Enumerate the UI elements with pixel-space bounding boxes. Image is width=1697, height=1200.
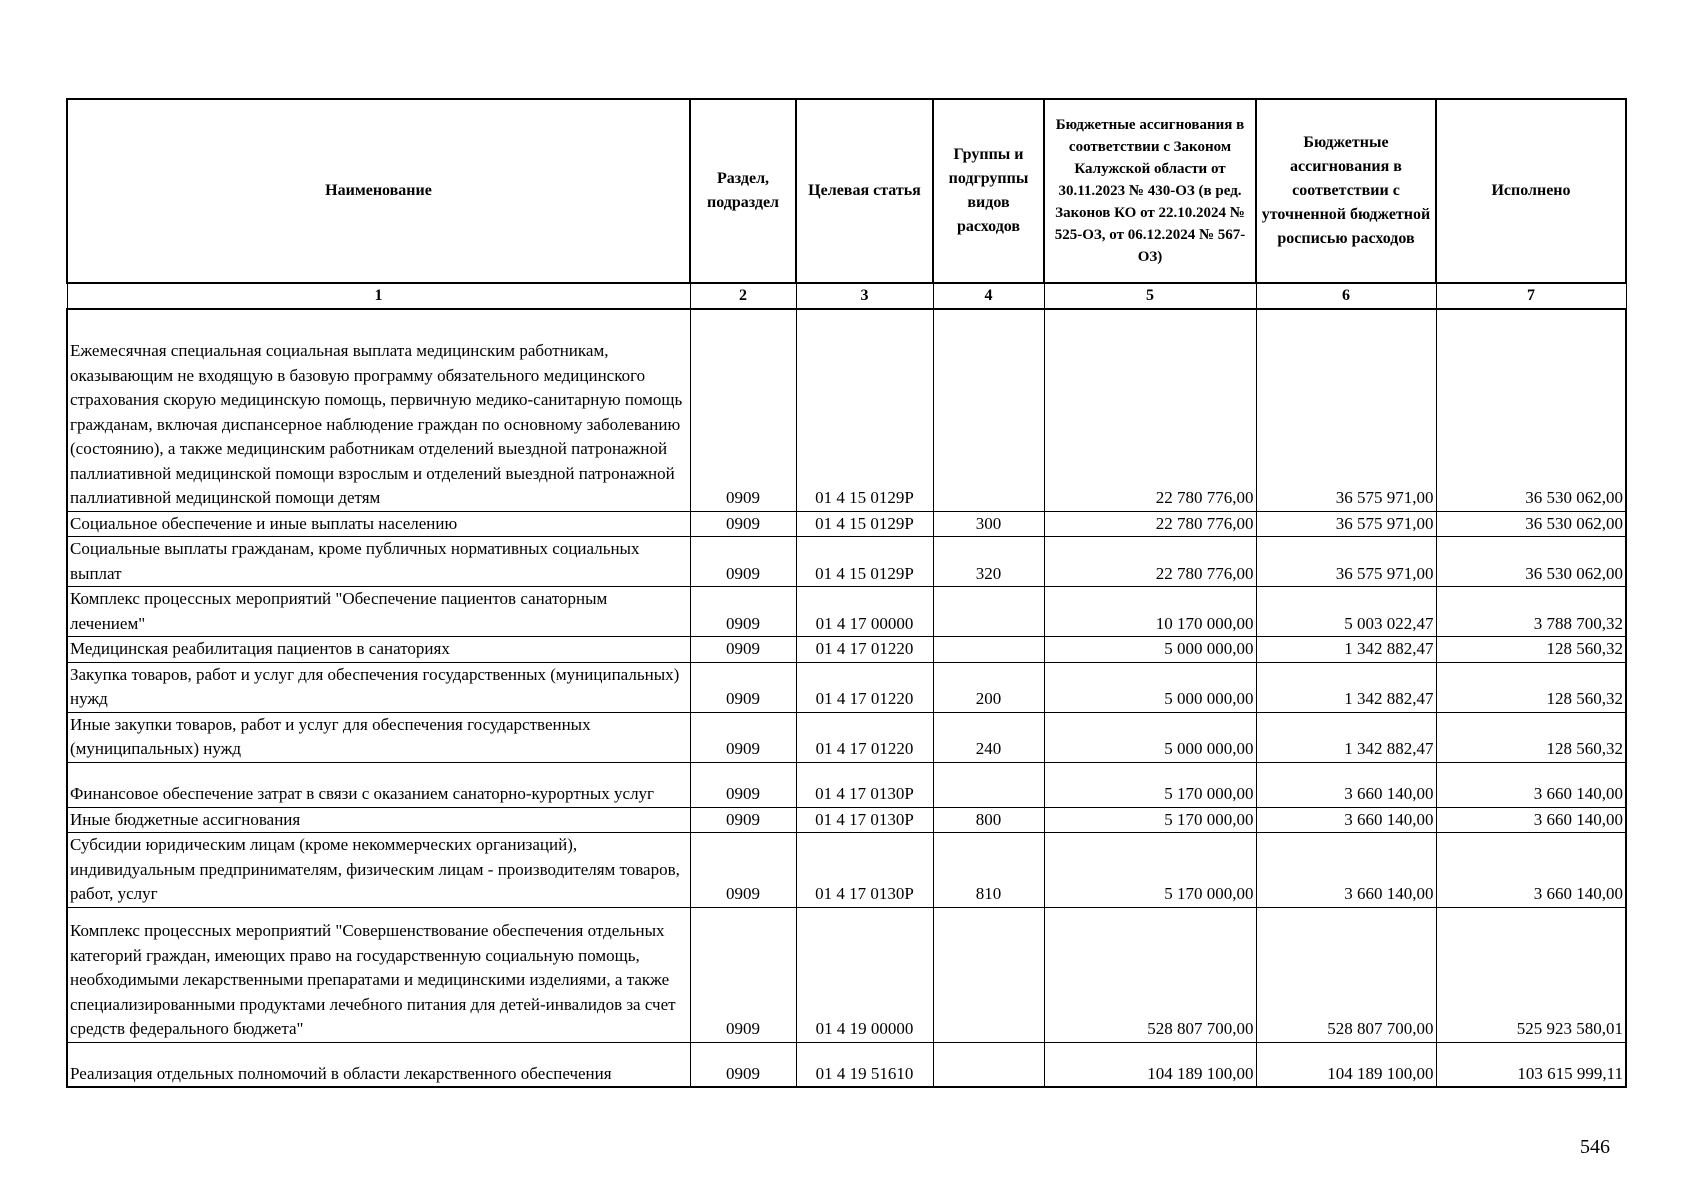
row-article: 01 4 15 0129Р [796, 511, 933, 537]
table-row [67, 511, 1626, 537]
row-article: 01 4 17 0130Р [796, 807, 933, 833]
table-row [67, 587, 1626, 637]
table-row [67, 833, 1626, 908]
row-article: 01 4 19 51610 [796, 1042, 933, 1087]
table-row [67, 662, 1626, 712]
row-group: 800 [933, 807, 1044, 833]
row-budget-refined: 36 575 971,00 [1256, 537, 1436, 587]
row-name: Комплекс процессных мероприятий "Совершенствование обеспечения отдельных категорий граждан, имеющих право на государственную социальную помощь, необходимыми лекарственными препаратами и медицинскими изделиями, а также специализированными продуктами лечебного питания для детей-инвалидов за счет средств федерального бюджета" [67, 907, 690, 1042]
row-section: 0909 [690, 712, 796, 762]
row-budget-law: 104 189 100,00 [1044, 1042, 1256, 1087]
table-row [67, 712, 1626, 762]
column-number: 1 [67, 283, 690, 309]
row-budget-refined: 5 003 022,47 [1256, 587, 1436, 637]
row-section: 0909 [690, 662, 796, 712]
table-row [67, 1042, 1626, 1087]
row-budget-refined: 1 342 882,47 [1256, 637, 1436, 663]
row-article: 01 4 15 0129Р [796, 537, 933, 587]
row-name: Ежемесячная специальная социальная выплата медицинским работникам, оказывающим не входящую в базовую программу обязательного медицинского страхования скорую медицинскую помощь, первичную медико-санитарную помощь гражданам, включая диспансерное наблюдение граждан по основному заболеванию (состоянию), а также медицинским работникам отделений выездной патронажной паллиативной медицинской помощи взрослым и отделений выездной патронажной паллиативной медицинской помощи детям [67, 309, 690, 511]
row-article: 01 4 17 01220 [796, 637, 933, 663]
row-executed: 3 660 140,00 [1436, 833, 1626, 908]
row-group: 320 [933, 537, 1044, 587]
row-name: Социальные выплаты гражданам, кроме публичных нормативных социальных выплат [67, 537, 690, 587]
row-section: 0909 [690, 833, 796, 908]
row-budget-law: 22 780 776,00 [1044, 511, 1256, 537]
row-budget-law: 5 170 000,00 [1044, 833, 1256, 908]
row-executed: 525 923 580,01 [1436, 907, 1626, 1042]
column-number: 3 [796, 283, 933, 309]
row-budget-refined: 528 807 700,00 [1256, 907, 1436, 1042]
row-budget-refined: 104 189 100,00 [1256, 1042, 1436, 1087]
header-expense-groups: Группы и подгруппы видов расходов [933, 99, 1044, 283]
row-executed: 103 615 999,11 [1436, 1042, 1626, 1087]
row-budget-refined: 3 660 140,00 [1256, 807, 1436, 833]
column-number: 6 [1256, 283, 1436, 309]
row-group [933, 637, 1044, 663]
row-section: 0909 [690, 907, 796, 1042]
row-section: 0909 [690, 637, 796, 663]
row-group [933, 587, 1044, 637]
row-section: 0909 [690, 537, 796, 587]
row-group: 810 [933, 833, 1044, 908]
row-name: Субсидии юридическим лицам (кроме некоммерческих организаций), индивидуальным предпринимателям, физическим лицам - производителям товаров, работ, услуг [67, 833, 690, 908]
column-number: 7 [1436, 283, 1626, 309]
row-article: 01 4 15 0129Р [796, 309, 933, 511]
header-target-article: Целевая статья [796, 99, 933, 283]
row-budget-law: 5 170 000,00 [1044, 762, 1256, 807]
row-budget-law: 22 780 776,00 [1044, 309, 1256, 511]
row-budget-refined: 36 575 971,00 [1256, 511, 1436, 537]
row-name: Медицинская реабилитация пациентов в санаториях [67, 637, 690, 663]
row-article: 01 4 17 01220 [796, 662, 933, 712]
row-name: Финансовое обеспечение затрат в связи с оказанием санаторно-курортных услуг [67, 762, 690, 807]
row-budget-law: 5 000 000,00 [1044, 637, 1256, 663]
table-body [67, 309, 1626, 1087]
row-budget-refined: 36 575 971,00 [1256, 309, 1436, 511]
row-name: Иные закупки товаров, работ и услуг для обеспечения государственных (муниципальных) нужд [67, 712, 690, 762]
budget-table [66, 98, 1627, 1088]
table-row [67, 637, 1626, 663]
row-group [933, 1042, 1044, 1087]
row-budget-refined: 1 342 882,47 [1256, 712, 1436, 762]
row-article: 01 4 17 00000 [796, 587, 933, 637]
header-budget-refined: Бюджетные ассигнования в соответствии с уточненной бюджетной росписью расходов [1256, 99, 1436, 283]
row-executed: 3 660 140,00 [1436, 762, 1626, 807]
row-budget-refined: 3 660 140,00 [1256, 833, 1436, 908]
row-executed: 128 560,32 [1436, 662, 1626, 712]
row-name: Реализация отдельных полномочий в области лекарственного обеспечения [67, 1042, 690, 1087]
row-article: 01 4 17 0130Р [796, 762, 933, 807]
row-name: Комплекс процессных мероприятий "Обеспечение пациентов санаторным лечением" [67, 587, 690, 637]
table-row [67, 309, 1626, 511]
page-number: 546 [1580, 1136, 1610, 1158]
row-name: Социальное обеспечение и иные выплаты населению [67, 511, 690, 537]
row-executed: 36 530 062,00 [1436, 309, 1626, 511]
row-section: 0909 [690, 309, 796, 511]
table-row [67, 762, 1626, 807]
row-budget-law: 528 807 700,00 [1044, 907, 1256, 1042]
column-number-row [67, 283, 1626, 309]
table-row [67, 807, 1626, 833]
row-budget-law: 5 170 000,00 [1044, 807, 1256, 833]
row-executed: 3 660 140,00 [1436, 807, 1626, 833]
row-executed: 3 788 700,32 [1436, 587, 1626, 637]
row-name: Иные бюджетные ассигнования [67, 807, 690, 833]
row-group: 200 [933, 662, 1044, 712]
header-row [67, 99, 1626, 283]
row-article: 01 4 17 01220 [796, 712, 933, 762]
row-budget-law: 5 000 000,00 [1044, 712, 1256, 762]
column-number: 5 [1044, 283, 1256, 309]
column-number: 4 [933, 283, 1044, 309]
header-budget-law: Бюджетные ассигнования в соответствии с Законом Калужской области от 30.11.2023 № 430-ОЗ (в ред. Законов КО от 22.10.2024 № 525-ОЗ, от 06.12.2024 № 567-ОЗ) [1044, 99, 1256, 283]
budget-table-sheet [66, 98, 1625, 1088]
row-article: 01 4 17 0130Р [796, 833, 933, 908]
row-budget-law: 5 000 000,00 [1044, 662, 1256, 712]
row-group [933, 309, 1044, 511]
row-executed: 36 530 062,00 [1436, 511, 1626, 537]
row-section: 0909 [690, 762, 796, 807]
row-section: 0909 [690, 511, 796, 537]
header-executed: Исполнено [1436, 99, 1626, 283]
row-article: 01 4 19 00000 [796, 907, 933, 1042]
header-section: Раздел, подраздел [690, 99, 796, 283]
row-executed: 36 530 062,00 [1436, 537, 1626, 587]
row-name: Закупка товаров, работ и услуг для обеспечения государственных (муниципальных) нужд [67, 662, 690, 712]
row-budget-law: 10 170 000,00 [1044, 587, 1256, 637]
row-section: 0909 [690, 587, 796, 637]
table-row [67, 907, 1626, 1042]
row-section: 0909 [690, 807, 796, 833]
row-group: 240 [933, 712, 1044, 762]
row-group [933, 762, 1044, 807]
row-section: 0909 [690, 1042, 796, 1087]
table-row [67, 537, 1626, 587]
row-group [933, 907, 1044, 1042]
row-group: 300 [933, 511, 1044, 537]
column-number: 2 [690, 283, 796, 309]
row-executed: 128 560,32 [1436, 712, 1626, 762]
header-name: Наименование [67, 99, 690, 283]
row-budget-law: 22 780 776,00 [1044, 537, 1256, 587]
row-executed: 128 560,32 [1436, 637, 1626, 663]
row-budget-refined: 1 342 882,47 [1256, 662, 1436, 712]
row-budget-refined: 3 660 140,00 [1256, 762, 1436, 807]
